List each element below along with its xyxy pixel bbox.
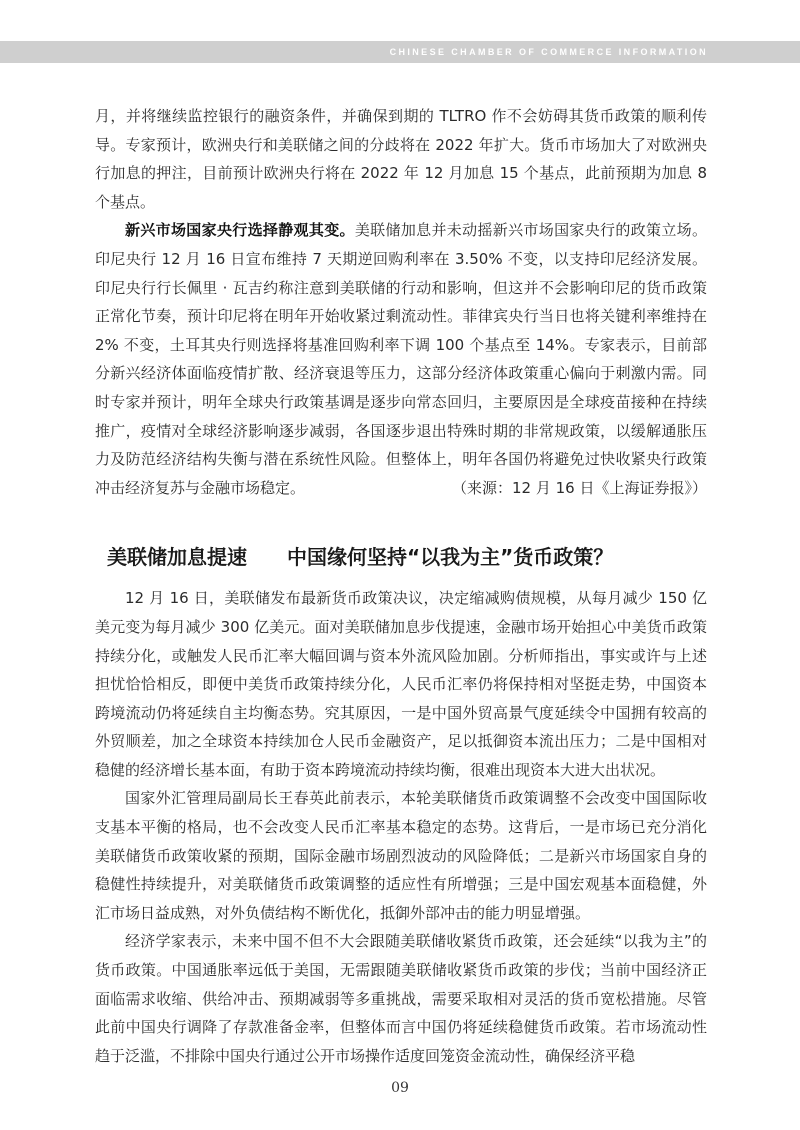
paragraph-body: 美联储加息并未动摇新兴市场国家央行的政策立场。印尼央行 12 月 16 日宣布维持 7 天期逆回购利率在 3.50% 不变，以支持印尼经济发展。印尼央行行长佩里 · 瓦吉约称注意到美联储的行动和影响，但这并不会影响印尼的货币政策正常化节奏，预计印尼将在明年开始收紧过剩流动性。菲律宾央行当日也将关键利率维持在 2% 不变，土耳其央行则选择将基准回购利率下调 100 个基点至 14%。专家表示，目前部分新兴经济体面临疫情扩散、经济衰退等压力，这部分经济体政策重心偏向于刺激内需。同时专家并预计，明年全球央行政策基调是逐步向常态回归，主要原因是全球疫苗接种在持续推广，疫情对全球经济影响逐步减弱，各国逐步退出特殊时期的非常规政策，以缓解通胀压力及防范经济结构失衡与潜在系统性风险。但整体上，明年各国仍将避免过快收紧央行政策冲击经济复苏与金融市场稳定。 [95,221,707,497]
page-content [95,102,707,1070]
source-citation: （来源：12 月 16 日《上海证券报》） [452,478,707,497]
paragraph: 国家外汇管理局副局长王春英此前表示，本轮美联储货币政策调整不会改变中国国际收支基本平衡的格局，也不会改变人民币汇率基本稳定的态势。这背后，一是市场已充分消化美联储货币政策收紧的预期，国际金融市场剧烈波动的风险降低；二是新兴市场国家自身的稳健性持续提升，对美联储货币政策调整的适应性有所增强；三是中国宏观基本面稳健，外汇市场日益成熟，对外负债结构不断优化，抵御外部冲击的能力明显增强。 [95,789,707,922]
paragraph [95,216,707,502]
article-title-part1: 美联储加息提速 [107,545,247,570]
page-number: 09 [391,1080,409,1096]
paragraph: 经济学家表示，未来中国不但不大会跟随美联储收紧货币政策，还会延续“以我为主”的货币政策。中国通胀率远低于美国，无需跟随美联储收紧货币政策的步伐；当前中国经济正面临需求收缩、供给冲击、预期减弱等多重挑战，需要采取相对灵活的货币宽松措施。尽管此前中国央行调降了存款准备金率，但整体而言中国仍将延续稳健货币政策。若市场流动性趋于泛滥，不排除中国央行通过公开市场操作适度回笼资金流动性，确保经济平稳 [95,932,707,1065]
header-band [0,41,800,63]
article-title [95,540,707,574]
paragraph: 12 月 16 日，美联储发布最新货币政策决议，决定缩减购债规模，从每月减少 150 亿美元变为每月减少 300 亿美元。面对美联储加息步伐提速，金融市场开始担心中美货币政策持续分化，或触发人民币汇率大幅回调与资本外流风险加剧。分析师指出，事实或许与上述担忧恰恰相反，即便中美货币政策持续分化，人民币汇率仍将保持相对坚挺走势，中国资本跨境流动仍将延续自主均衡态势。究其原因，一是中国外贸高景气度延续令中国拥有较高的外贸顺差，加之全球资本持续加仓人民币金融资产，足以抵御资本流出压力；二是中国相对稳健的经济增长基本面，有助于资本跨境流动持续均衡，很难出现资本大进大出状况。 [95,589,707,779]
paragraph: 月，并将继续监控银行的融资条件，并确保到期的 TLTRO 作不会妨碍其货币政策的顺利传导。专家预计，欧洲央行和美联储之间的分歧将在 2022 年扩大。货币市场加大了对欧洲央行加息的押注，目前预计欧洲央行将在 2022 年 12 月加息 15 个基点，此前预期为加息 8 个基点。 [95,107,707,211]
article-title-part2: 中国缘何坚持“以我为主”货币政策？ [287,545,614,570]
paragraph-lead: 新兴市场国家央行选择静观其变。 [125,221,355,240]
header-title: CHINESE CHAMBER OF COMMERCE INFORMATION [389,47,708,57]
